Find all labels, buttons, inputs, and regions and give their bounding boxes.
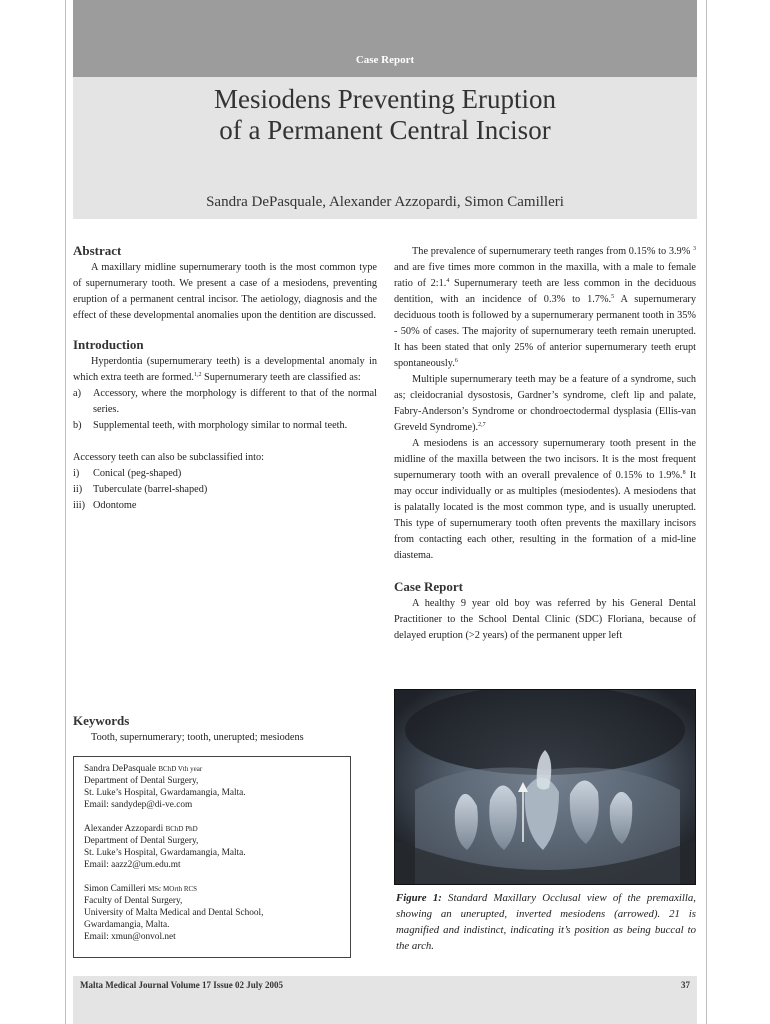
mesiodens-paragraph: A mesiodens is an accessory supernumerary tooth present in the midline of the maxilla between the two incisors. It is the most frequent supernumerary tooth with an overall prevalence of 0.15% to 1.9%.$^8$ It may occur individually or as multiples (mesiodentes). A mesiodens that is palatally located is the most common type, and is usually unerupted. This type of supernumerary tooth often prevents the maxillary incisors from contacting each other, resulting in the formation of a mid-line diastema. — [394, 438, 696, 561]
list-item: iii) Odontome — [73, 500, 137, 511]
right-margin-rule — [706, 0, 707, 1024]
case-report-heading: Case Report — [394, 579, 463, 594]
citation: 1,2 — [193, 372, 202, 378]
affiliation: Simon Camilleri MSc MOrth RCS Faculty of Dental Surgery, University of Malta Medical and Dental School, Gwardamangia, Malta. Email: xmun@onvol.net — [84, 883, 350, 943]
author-list: Sandra DePasquale, Alexander Azzopardi, Simon Camilleri — [206, 194, 564, 210]
prevalence-paragraph: The prevalence of supernumerary teeth ranges from 0.15% to 3.9% $^3$ and are five times more common in the maxilla, with a male to female ratio of 2:1.$^4$ Supernumerary teeth are less common in the deciduous dentition, with an incidence of 0.3% to 1.7%.$^5$ A supernumerary deciduous tooth is followed by a supernumerary permanent tooth in 35% - 50% of cases. The majority of supernumerary teeth remain unerupted. It has been stated that only 25% of anterior supernumerary teeth erupt spontaneously.$^6$ — [394, 246, 697, 369]
abstract-heading: Abstract — [73, 243, 122, 258]
right-column — [394, 244, 696, 644]
keywords-block — [73, 712, 377, 746]
left-margin-rule — [65, 0, 66, 1024]
affiliation: Alexander Azzopardi BChD PhD Department of Dental Surgery, St. Luke’s Hospital, Gwardamangia, Malta. Email: aazz2@um.edu.mt — [84, 823, 350, 871]
list-item: b) Supplemental teeth, with morphology similar to normal teeth. — [73, 420, 348, 431]
email-link[interactable]: Email: xmun@onvol.net — [84, 932, 176, 942]
section-label: Case Report — [355, 54, 415, 66]
title-line-2: of a Permanent Central Incisor — [219, 115, 551, 145]
abstract-text: A maxillary midline supernumerary tooth is the most common type of supernumerary tooth. We present a case of a mesiodens, preventing eruption of a permanent central incisor. The aetiology, diagnosis and the effect of these developmental anomalies upon the dentition are discussed. — [73, 262, 377, 321]
introduction-heading: Introduction — [73, 337, 144, 352]
list-item: ii) Tuberculate (barrel-shaped) — [73, 484, 208, 495]
occlusal-radiograph — [395, 690, 695, 884]
affiliation: Sandra DePasquale BChD Vth year Department of Dental Surgery, St. Luke’s Hospital, Gwardamangia, Malta. Email: sandydep@di-ve.com — [84, 763, 350, 811]
list-item: i) Conical (peg-shaped) — [73, 468, 182, 479]
intro-paragraph-2: Accessory teeth can also be subclassified into: — [73, 452, 265, 463]
figure-caption: Figure 1: Standard Maxillary Occlusal view of the premaxilla, showing an unerupted, inverted mesiodens (arrowed). 21 is magnified and indistinct, indicating it’s position as being buccal to the arch. — [396, 892, 696, 952]
intro-paragraph-1: Hyperdontia (supernumerary teeth) is a developmental anomaly in which extra teeth are formed.$^{1,2}$ Supernumerary teeth are classified as: — [73, 356, 377, 383]
author-affiliations-box — [73, 756, 351, 958]
figure-label: Figure 1: — [396, 892, 442, 904]
page-number: 37 — [681, 980, 690, 990]
syndrome-paragraph: Multiple supernumerary teeth may be a feature of a syndrome, such as; cleidocranial dysostosis, Gardner’s syndrome, cleft lip and palate, Fabry-Anderson’s Syndrome or chondroectodermal dysplasia (Ellis-van Greveld Syndrome).$^{2,7}$ — [394, 374, 696, 433]
xray-figure — [394, 689, 696, 885]
list-item: a) Accessory, where the morphology is different to that of the normal series. — [73, 388, 377, 415]
article-title — [73, 84, 697, 146]
email-link[interactable]: Email: sandydep@di-ve.com — [84, 800, 193, 810]
keywords-text: Tooth, supernumerary; tooth, unerupted; mesiodens — [91, 732, 304, 743]
email-link[interactable]: Email: aazz2@um.edu.mt — [84, 860, 181, 870]
left-column — [73, 242, 377, 514]
journal-info: Malta Medical Journal Volume 17 Issue 02 July 2005 — [80, 980, 284, 990]
title-line-1: Mesiodens Preventing Eruption — [214, 84, 556, 114]
article-header — [73, 0, 697, 219]
case-report-paragraph: A healthy 9 year old boy was referred by his General Dental Practitioner to the School Dental Clinic (SDC) Floriana, because of delayed eruption (>2 years) of the permanent upper left — [394, 598, 696, 641]
keywords-heading: Keywords — [73, 713, 130, 728]
page-footer — [73, 976, 697, 1024]
